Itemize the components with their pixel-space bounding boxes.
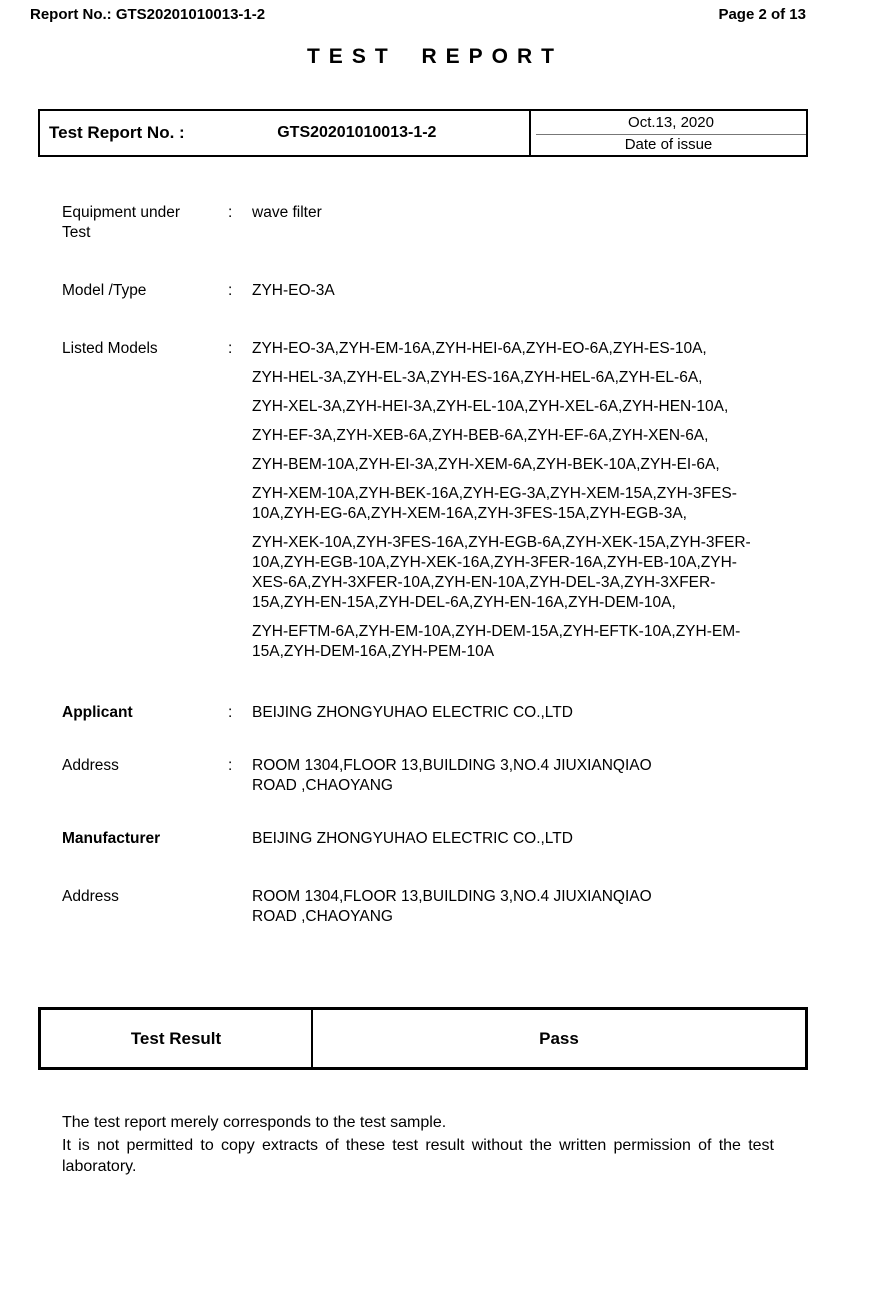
footer-notes: [62, 1112, 774, 1177]
row-equipment-under-test: [0, 203, 870, 243]
manufacturer-address-value: ROOM 1304,FLOOR 13,BUILDING 3,NO.4 JIUXIANQIAO ROAD ,CHAOYANG: [252, 888, 652, 925]
listed-models-separator: :: [228, 340, 233, 357]
applicant-address-separator: :: [228, 757, 233, 774]
issue-date-cell: [529, 111, 806, 155]
listed-models-group: ZYH-HEL-3A,ZYH-EL-3A,ZYH-ES-16A,ZYH-HEL-6A,ZYH-EL-6A,: [252, 369, 703, 386]
applicant-address-label: Address: [62, 757, 119, 774]
applicant-label: Applicant: [62, 704, 133, 721]
listed-models-group: ZYH-XEK-10A,ZYH-3FES-16A,ZYH-EGB-6A,ZYH-XEK-15A,ZYH-3FER-10A,ZYH-EGB-10A,ZYH-XEK-16A,ZYH-3FER-16A,ZYH-EB-10A,ZYH-XES-6A,ZYH-3XFER-10A,ZYH-EN-10A,ZYH-DEL-3A,ZYH-3XFER-15A,ZYH-EN-15A,ZYH-DEL-6A,ZYH-EN-16A,ZYH-DEM-10A,: [252, 534, 751, 611]
manufacturer-separator: [228, 829, 252, 849]
model-value: ZYH-EO-3A: [252, 282, 335, 299]
model-label: Model /Type: [62, 282, 147, 299]
page-header: [0, 0, 870, 23]
listed-models-group: ZYH-EF-3A,ZYH-XEB-6A,ZYH-BEB-6A,ZYH-EF-6A,ZYH-XEN-6A,: [252, 427, 709, 444]
row-applicant: [0, 703, 870, 723]
report-number-label: Test Report No. :: [49, 123, 185, 142]
equipment-separator: :: [228, 204, 233, 221]
footer-note-permission: It is not permitted to copy extracts of these test result without the written permission of the test laboratory.: [62, 1137, 774, 1175]
report-number-value: GTS20201010013-1-2: [277, 124, 437, 141]
row-applicant-address: [0, 756, 870, 796]
listed-models-group: ZYH-EO-3A,ZYH-EM-16A,ZYH-HEI-6A,ZYH-EO-6A,ZYH-ES-10A,: [252, 340, 707, 357]
listed-models-group: ZYH-BEM-10A,ZYH-EI-3A,ZYH-XEM-6A,ZYH-BEK-10A,ZYH-EI-6A,: [252, 456, 720, 473]
manufacturer-value: BEIJING ZHONGYUHAO ELECTRIC CO.,LTD: [252, 830, 573, 847]
listed-models-label: Listed Models: [62, 340, 158, 357]
listed-models-group: ZYH-XEL-3A,ZYH-HEI-3A,ZYH-EL-10A,ZYH-XEL-6A,ZYH-HEN-10A,: [252, 398, 729, 415]
model-separator: :: [228, 282, 233, 299]
footer-note-sample: The test report merely corresponds to the test sample.: [62, 1114, 447, 1131]
applicant-value: BEIJING ZHONGYUHAO ELECTRIC CO.,LTD: [252, 704, 573, 721]
issue-date-value: Oct.13, 2020: [536, 111, 806, 135]
page-title: TEST REPORT: [306, 45, 563, 68]
row-manufacturer-address: [0, 887, 870, 927]
applicant-address-value: ROOM 1304,FLOOR 13,BUILDING 3,NO.4 JIUXIANQIAO ROAD ,CHAOYANG: [252, 757, 652, 794]
applicant-separator: :: [228, 704, 233, 721]
manufacturer-label: Manufacturer: [62, 830, 161, 847]
test-result-value: Pass: [539, 1028, 579, 1048]
issue-date-label: Date of issue: [624, 136, 713, 154]
test-result-label: Test Result: [41, 1010, 313, 1067]
equipment-label: Equipment under Test: [62, 204, 181, 241]
row-listed-models: [0, 339, 870, 662]
listed-models-value: [252, 339, 767, 662]
manufacturer-address-label: Address: [62, 888, 119, 905]
report-details: [0, 203, 870, 927]
equipment-value: wave filter: [252, 204, 322, 221]
report-number-table: [38, 109, 808, 157]
report-number-cell: [40, 111, 529, 155]
listed-models-group: ZYH-XEM-10A,ZYH-BEK-16A,ZYH-EG-3A,ZYH-XEM-15A,ZYH-3FES-10A,ZYH-EG-6A,ZYH-XEM-16A,ZYH-3FES-15A,ZYH-EGB-3A,: [252, 485, 737, 522]
header-report-no: Report No.: GTS20201010013-1-2: [30, 6, 266, 23]
manufacturer-address-separator: [228, 887, 252, 927]
row-model-type: [0, 281, 870, 301]
listed-models-group: ZYH-EFTM-6A,ZYH-EM-10A,ZYH-DEM-15A,ZYH-EFTK-10A,ZYH-EM-15A,ZYH-DEM-16A,ZYH-PEM-10A: [252, 623, 741, 660]
row-manufacturer: [0, 829, 870, 849]
test-result-table: [38, 1007, 808, 1070]
header-page-indicator: Page 2 of 13: [718, 6, 806, 23]
